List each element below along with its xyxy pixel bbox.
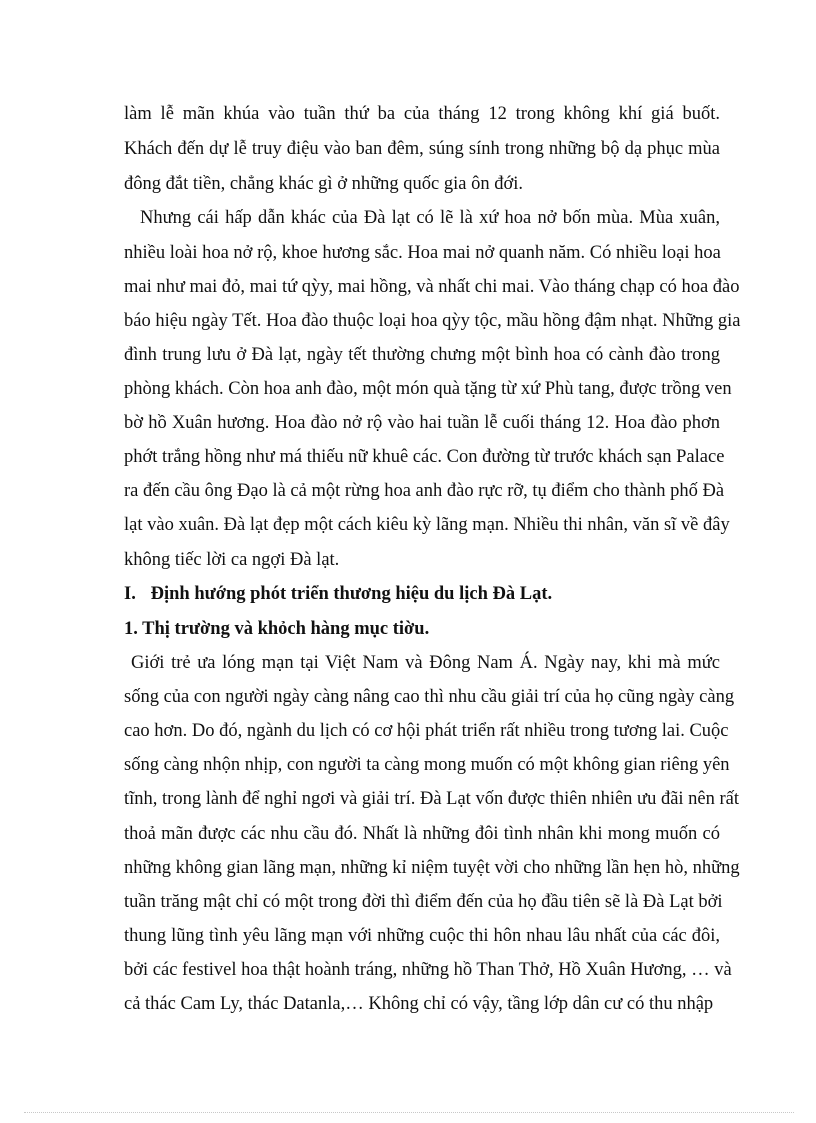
section-title: Định hướng phót triển thương hiệu du lịch Đà Lạt. [150,584,553,604]
paragraph-line: nhiều loài hoa nở rộ, khoe hương sắc. Hoa mai nở quanh năm. Có nhiều loại hoa [124,243,721,263]
paragraph-line: làm lễ mãn khúa vào tuần thứ ba của tháng 12 trong không khí giá buốt. [124,104,720,124]
paragraph-line: đông đắt tiền, chẳng khác gì ở những quốc gia ôn đới. [124,174,523,194]
paragraph-line: thoả mãn được các nhu cầu đó. Nhất là những đôi tình nhân khi mong muốn có [124,824,720,844]
section-heading [124,578,552,610]
paragraph-line: Giới trẻ ưa lóng mạn tại Việt Nam và Đông Nam Á. Ngày nay, khi mà mức [131,653,720,673]
paragraph-line: sống của con người ngày càng nâng cao thì nhu cầu giải trí của họ cũng ngày càng [124,687,735,707]
paragraph-line: phòng khách. Còn hoa anh đào, một món quà tặng từ xứ Phù tang, được trồng ven [124,379,732,399]
paragraph-line: sống càng nhộn nhịp, con người ta càng mong muốn có một không gian riêng yên [124,755,730,775]
paragraph-line: báo hiệu ngày Tết. Hoa đào thuộc loại hoa qỳy tộc, mầu hồng đậm nhạt. Những gia [124,311,741,331]
paragraph-line: lạt vào xuân. Đà lạt đẹp một cách kiêu kỳ lãng mạn. Nhiều thi nhân, văn sĩ về đây [124,515,730,535]
paragraph-line: cả thác Cam Ly, thác Datanla,… Không chỉ có vậy, tầng lớp dân cư có thu nhập [124,994,714,1014]
paragraph-line: thung lũng tình yêu lãng mạn với những cuộc thi hôn nhau lâu nhất của các đôi, [124,926,720,946]
paragraph-line: đình trung lưu ở Đà lạt, ngày tết thường chưng một bình hoa có cành đào trong [124,345,720,365]
paragraph-line: tuần trăng mật chỉ có một trong đời thì điểm đến của họ đầu tiên sẽ là Đà Lạt bởi [124,892,723,912]
subsection-heading: 1. Thị trường và khỏch hàng mục tiờu. [124,619,430,639]
paragraph-line: bờ hồ Xuân hương. Hoa đào nở rộ vào hai tuần lễ cuối tháng 12. Hoa đào phơn [124,413,720,433]
paragraph-line: bởi các festivel hoa thật hoành tráng, những hồ Than Thở, Hồ Xuân Hương, … và [124,960,732,980]
paragraph-line: mai như mai đỏ, mai tứ qỳy, mai hồng, và nhất chi mai. Vào tháng chạp có hoa đào [124,277,740,297]
paragraph-line: những không gian lãng mạn, những kỉ niệm tuyệt vời cho những lần hẹn hò, những [124,858,740,878]
paragraph-line: Nhưng cái hấp dẫn khác của Đà lạt có lẽ là xứ hoa nở bốn mùa. Mùa xuân, [140,208,720,228]
paragraph-line: ra đến cầu ông Đạo là cả một rừng hoa anh đào rực rỡ, tụ điểm cho thành phố Đà [124,481,725,501]
section-number: I. [124,584,136,604]
paragraph-line: không tiếc lời ca ngợi Đà lạt. [124,550,340,570]
paragraph-line: cao hơn. Do đó, ngành du lịch có cơ hội phát triển rất nhiều trong tương lai. Cuộc [124,721,729,741]
page-bottom-border [24,1112,794,1113]
paragraph-line: phớt trắng hồng như má thiếu nữ khuê các. Con đường từ trước khách sạn Palace [124,447,725,467]
paragraph-line: tĩnh, trong lành để nghỉ ngơi và giải trí. Đà Lạt vốn được thiên nhiên ưu đãi nên rất [124,789,740,809]
paragraph-line: Khách đến dự lễ truy điệu vào ban đêm, súng sính trong những bộ dạ phục mùa [124,139,720,159]
